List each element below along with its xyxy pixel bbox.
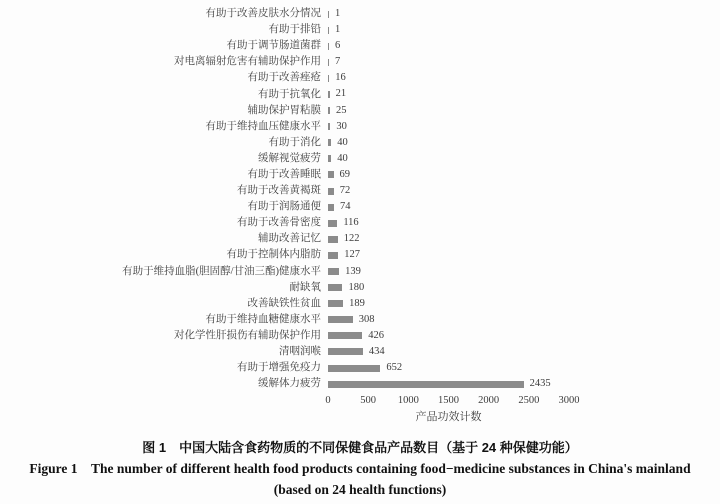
value-label: 189	[349, 297, 365, 309]
chart-row	[0, 54, 720, 70]
x-axis-tick-label: 3000	[558, 395, 580, 407]
value-label: 1	[335, 8, 341, 19]
category-label: 改善缺铁性贫血	[247, 297, 321, 309]
bar-track	[328, 183, 713, 199]
chart-row	[0, 151, 720, 167]
bar-track	[328, 376, 713, 392]
axis-spacer	[0, 409, 328, 426]
bar	[328, 316, 353, 323]
x-axis-title-row	[0, 409, 720, 426]
value-label: 74	[339, 201, 351, 213]
chart-row	[0, 70, 720, 86]
bar	[328, 171, 334, 178]
bar	[328, 204, 334, 211]
category-label: 辅助保护胃粘膜	[247, 104, 321, 116]
category-label: 有助于消化	[268, 136, 321, 148]
chart-row	[0, 360, 720, 376]
chart-row	[0, 199, 720, 215]
category-label: 有助于改善睡眠	[247, 168, 321, 180]
x-axis-tick-label: 500	[360, 395, 377, 407]
bar-chart	[0, 6, 720, 426]
category-label: 有助于改善黄褐斑	[237, 185, 321, 197]
bar	[328, 300, 343, 307]
chart-row	[0, 215, 720, 231]
bar	[328, 91, 330, 98]
category-label: 对电离辐射危害有辅助保护作用	[174, 56, 321, 68]
value-label: 2435	[529, 378, 551, 390]
axis-spacer	[0, 394, 331, 409]
bar	[328, 11, 329, 18]
chart-row	[0, 328, 720, 344]
value-label: 116	[343, 217, 359, 229]
bar	[328, 75, 329, 82]
chart-row	[0, 264, 720, 280]
category-label: 有助于维持血糖健康水平	[205, 313, 321, 325]
bar	[328, 332, 362, 339]
value-label: 122	[343, 233, 360, 245]
bar-track	[328, 231, 713, 247]
chart-row	[0, 376, 720, 392]
x-axis-tick-label: 2000	[478, 395, 500, 407]
bar	[328, 252, 338, 259]
chart-rows	[0, 6, 720, 392]
x-axis-tick-label: 0	[325, 395, 331, 407]
bar-track	[328, 38, 713, 54]
caption-chinese: 图 1 中国大陆含食药物质的不同保健食品产品数目（基于 24 种保健功能）	[142, 440, 578, 455]
chart-row	[0, 296, 720, 312]
category-label: 有助于增强免疫力	[237, 362, 321, 374]
value-label: 7	[335, 56, 341, 68]
category-label: 有助于润肠通便	[247, 201, 321, 213]
bar-track	[328, 215, 713, 231]
chart-row	[0, 312, 720, 328]
category-label: 有助于改善痤疮	[247, 72, 321, 84]
bar-track	[328, 151, 713, 167]
caption-english-line1: Figure 1 The number of different health food products containing food−medicine substances in China's mainland	[29, 461, 691, 476]
value-label: 434	[368, 345, 385, 357]
value-label: 72	[339, 185, 351, 197]
chart-row	[0, 22, 720, 38]
bar	[328, 348, 363, 355]
bar-track	[328, 6, 713, 22]
chart-row	[0, 38, 720, 54]
x-axis-ticks	[325, 394, 713, 409]
category-label: 有助于排铅	[268, 24, 321, 36]
bar	[328, 155, 331, 162]
category-label: 辅助改善记忆	[258, 233, 321, 245]
bar	[328, 365, 380, 372]
chart-row	[0, 167, 720, 183]
category-label: 有助于维持血脂(胆固醇/甘油三酯)健康水平	[122, 265, 321, 277]
x-axis-tick-label: 1000	[397, 395, 419, 407]
chart-row	[0, 183, 720, 199]
value-label: 30	[336, 120, 347, 132]
bar	[328, 59, 329, 66]
value-label: 652	[386, 362, 403, 374]
bar-track	[328, 344, 713, 360]
value-label: 139	[345, 265, 361, 277]
value-label: 426	[368, 329, 384, 341]
x-axis	[0, 394, 720, 409]
value-label: 16	[335, 72, 346, 84]
bar	[328, 284, 342, 291]
bar	[328, 107, 330, 114]
value-label: 180	[348, 281, 365, 293]
bar-track	[328, 328, 713, 344]
category-label: 有助于维持血压健康水平	[205, 120, 321, 132]
bar-track	[328, 103, 713, 119]
chart-row	[0, 247, 720, 263]
category-label: 对化学性肝损伤有辅助保护作用	[174, 329, 321, 341]
category-label: 有助于改善皮肤水分情况	[205, 8, 321, 20]
bar-track	[328, 312, 713, 328]
chart-row	[0, 135, 720, 151]
x-axis-title: 产品功效计数	[415, 411, 482, 424]
category-label: 有助于调节肠道菌群	[226, 40, 321, 52]
bar	[328, 220, 337, 227]
value-label: 69	[339, 168, 351, 180]
category-label: 缓解体力疲劳	[258, 378, 321, 390]
value-label: 21	[335, 88, 347, 100]
value-label: 308	[358, 313, 375, 325]
category-label: 耐缺氧	[289, 281, 321, 293]
category-label: 有助于控制体内脂肪	[226, 249, 321, 261]
bar-track	[328, 22, 713, 38]
chart-row	[0, 280, 720, 296]
value-label: 40	[337, 136, 348, 148]
bar-track	[328, 264, 713, 280]
figure-captions	[0, 438, 720, 500]
bar	[328, 27, 329, 34]
bar-track	[328, 167, 713, 183]
chart-row	[0, 344, 720, 360]
x-axis-tick-label: 1500	[438, 395, 459, 407]
bar	[328, 268, 339, 275]
chart-row	[0, 231, 720, 247]
bar-track	[328, 296, 713, 312]
value-label: 6	[335, 40, 341, 52]
category-label: 有助于抗氧化	[258, 88, 321, 100]
bar-track	[328, 86, 713, 102]
chart-row	[0, 86, 720, 102]
chart-row	[0, 119, 720, 135]
value-label: 40	[337, 152, 348, 164]
category-label: 有助于改善骨密度	[237, 217, 321, 229]
value-label: 25	[336, 104, 347, 116]
bar-track	[328, 247, 713, 263]
value-label: 127	[344, 249, 360, 261]
bar-track	[328, 199, 713, 215]
value-label: 1	[335, 24, 341, 36]
bar	[328, 236, 338, 243]
bar	[328, 123, 330, 130]
bar	[328, 43, 329, 50]
caption-english-line2: (based on 24 health functions)	[273, 482, 447, 497]
category-label: 清咽润喉	[279, 346, 321, 358]
bar-track	[328, 360, 713, 376]
bar-track	[328, 70, 713, 86]
x-axis-tick-label: 2500	[518, 395, 540, 407]
bar-track	[328, 280, 713, 296]
chart-row	[0, 103, 720, 119]
bar	[328, 381, 524, 388]
category-label: 缓解视觉疲劳	[258, 152, 321, 164]
bar-track	[328, 119, 713, 135]
bar	[328, 139, 331, 146]
bar-track	[328, 135, 713, 151]
chart-row	[0, 6, 720, 22]
bar	[328, 188, 334, 195]
bar-track	[328, 54, 713, 70]
